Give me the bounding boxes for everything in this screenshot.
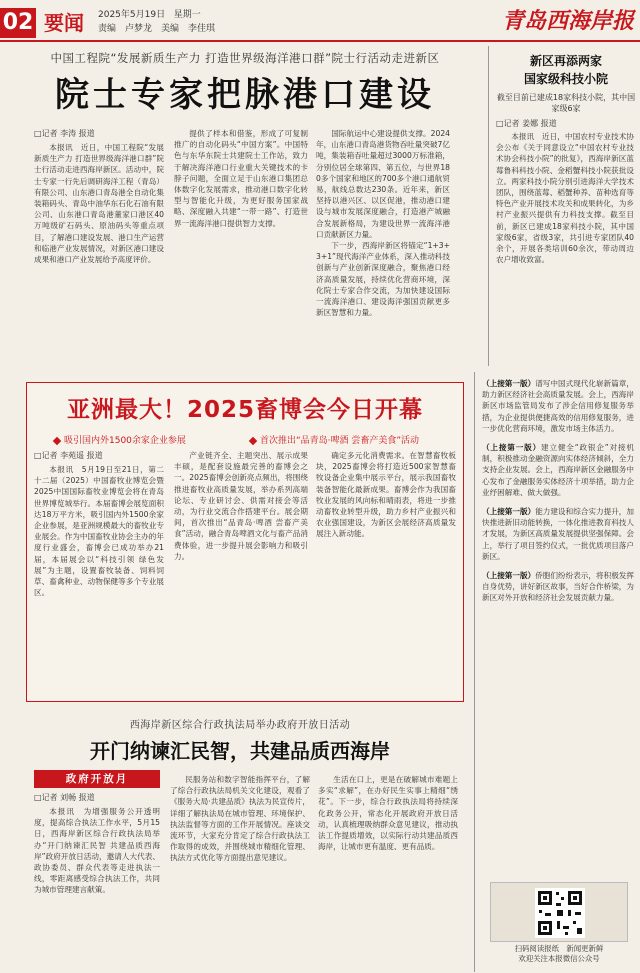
story3-col2: 民服务站和数字智能指挥平台，了解了综合行政执法局机关文化建设，观看了《服务大局·共建品质》执法为民宣传片，详细了解执法局在城市管理、环境保护、执法监督等方面的工作开展情况。座谈交流环节，大家充分肯定了综合行政执法工作取得的成效，并围绕城市精细化管理、执法方式优化等方面提出意见建议。	[170, 775, 310, 863]
story1-col2: 提供了样本和借鉴，形成了可复制推广的自动化码头“中国方案”。中国特色与东华东院士共建院士工作站，致力于解决海洋港口行业重大关键技术的卡脖子问题，全面立足于山东港口集团总体数字化发展需求，推动港口数字化转型与智能化升级，为更好服务国家战略、深度融入共建“一带一路”、打造世界一流海洋港口提供智力支撑。	[174, 129, 308, 228]
continuation-item: （上接第一版）能力建设和综合实力提升，加快推进新旧动能转换，一体化推进教育科技人才发展，为新区高质量发展提供坚强保障。会上，举行了项目签约仪式，一批优质项目落户新区。	[482, 507, 634, 561]
story3-badge: 政府开放月	[34, 770, 160, 788]
story2-col2: 产业链齐全、主题突出、展示成果丰硕，是配套设施最完善的畜博会之一。2025畜博会创新亮点频出，将围绕推进畜牧业高质量发展，举办系列高端论坛、专业研讨会、供需对接会等活动，为行业交流合作搭建平台。展会期间，首次推出“品青岛·啤酒 尝畜产美食”活动，融合青岛啤酒文化与畜产品消费体验，进一步提升展会影响力和吸引力。	[174, 451, 308, 561]
header-date	[98, 8, 201, 22]
header-credits: 责编 卢梦龙 美编 李佳琪	[98, 24, 216, 34]
continuation-item: （上接第一版）谱写中国式现代化崭新篇章，助力新区经济社会高质量发展。会上，西海岸新区市场监管局发布了涉企信用修复服务举措，为企业提供便捷高效的信用修复服务，进一步优化营商环境，激发市场主体活力。	[482, 379, 634, 433]
story1-col1: 本报讯 近日，中国工程院“发展新质生产力 打造世界级海洋港口群”院士行活动走进西海岸新区。活动中，院士专家一行先后调研海洋工程（青岛）有限公司、山东港口青岛港全自动化集装箱码头、青岛中油华东石化石油有限公司、山东港口青岛港董家口港区40万吨级矿石码头、原油码头等重点项目，了解港口建设发展、港口生产运营和临港产业发展情况，对新区港口建设成果和港口产业发展给予高度评价。	[34, 143, 164, 265]
story2-headline[interactable]: 亚洲最大！2025畜博会今日开幕	[66, 397, 423, 423]
qr-code-box[interactable]	[490, 882, 628, 942]
qr-code-icon	[535, 888, 585, 938]
story1-col3: 国际航运中心建设提供支撑。2024年，山东港口青岛港货物吞吐量突破7亿吨，集装箱吞吐量超过3000万标准箱，分别位居全球第四、第五位，与世界180多个国家和地区的700多个港口通航贸易，航线总数达230条。近年来，新区坚持以港兴区、以区促港，推动港口建设与城市发展深度融合，打造港产城融合发展新格局，为建设世界一流海洋港口贡献新区力量。 下一步，西海岸新区将锚定“1+3+3+1”现代海洋产业体系，深入推动科技创新与产业创新深度融合，聚焦港口经济高质量发展，持续优化营商环境，深化院士专家合作交流，为加快建设国际一流海洋港口、建设海洋强国贡献更多新区智慧和力量。	[316, 129, 450, 318]
sidebar2-continuations	[482, 378, 634, 878]
header-date-text: 2025年5月19日	[98, 10, 166, 20]
sidebar1-byline: □记者 姜娜 报道	[496, 119, 557, 128]
masthead-logo: 青岛西海岸报	[501, 8, 634, 34]
column-divider-lower	[474, 372, 475, 972]
page-number: 02	[0, 8, 36, 38]
header-rule	[0, 40, 640, 42]
sidebar1-title-line2: 国家级科技小院	[523, 72, 608, 86]
sidebar1-title-line1: 新区再添两家	[529, 54, 602, 68]
story1-headline[interactable]: 院士专家把脉港口建设	[55, 75, 435, 115]
story2-bullet1-text: 吸引国内外1500余家企业参展	[64, 436, 186, 446]
story3-col3: 生活在口上，更是在破解城市难题上多实“求解”，在办好民生实事上精细“绣花”。下一步，综合行政执法局将持续深化政务公开，常态化开展政府开放日活动，认真梳理吸纳群众意见建议，推动执法工作提质增效，以实际行动共建品质西海岸，让城市更有温度、更有品质。	[318, 775, 458, 852]
column-divider	[488, 46, 489, 366]
qr-caption: 扫码阅读报纸 新闻更新鲜 欢迎关注本报微信公众号	[514, 944, 604, 963]
story1-kicker: 中国工程院“发展新质生产力 打造世界级海洋港口群”院士行活动走进新区	[50, 51, 440, 65]
diamond-bullet-icon	[53, 436, 61, 444]
story1-byline: □记者 李涛 报道	[34, 129, 95, 138]
story3-col1: 本报讯 为增强服务公开透明度，提高综合执法工作水平，5月15日，西海岸新区综合行政执法局举办“开门纳谏汇民智 共建品质西海岸”政府开放日活动，邀请人大代表、政协委员、群众代表等走进执法一线，零距离感受综合执法工作，共同为城市管理建言献策。	[34, 807, 160, 895]
story2-byline: □记者 李苑遥 报道	[34, 451, 103, 460]
diamond-bullet-icon	[249, 436, 257, 444]
header-weekday: 星期一	[173, 10, 201, 20]
story3-kicker: 西海岸新区综合行政执法局举办政府开放日活动	[129, 720, 351, 731]
story3-headline[interactable]: 开门纳谏汇民智，共建品质西海岸	[90, 739, 390, 763]
story2-col1: 本报讯 5月19日至21日，第二十二届（2025）中国畜牧业博览会暨2025中国国际畜牧业博览会将在青岛世界博览城举行。本届畜博会展览面积达18万平方米，吸引国内外1500余家企业参展，是亚洲规模最大的畜牧业专业展会。作为中国畜牧业协会主办的年度行业盛会，畜博会已成功举办21届，本届展会以“科技引领 绿色发展”为主题，设置畜牧装备、饲料饲草、畜禽种业、动物保健等多个专业展区。	[34, 465, 164, 598]
section-title: 要闻	[44, 11, 84, 35]
continuation-item: （上接第一版）建立健全“政银企”对接机制，积极推动金融资源向实体经济倾斜，全力支持企业发展。会上，西海岸新区金融服务中心发布了金融服务实体经济十项举措，助力企业纾困解难、做大做强。	[482, 443, 634, 497]
story2-bullet2	[250, 434, 419, 448]
story2-bullet1	[54, 434, 186, 448]
sidebar1-subtitle: 截至目前已建成18家科技小院，其中国家级6家	[496, 93, 636, 113]
continuation-item: （上接第一版）侨胞们纷纷表示，将积极发挥自身优势，讲好新区故事，当好合作桥梁，为新区对外开放和经济社会发展贡献力量。	[482, 571, 634, 603]
sidebar1-text: 本报讯 近日，中国农村专业技术协会公布《关于同意设立“中国农村专业技术协会科技小院”的批复》，西海岸新区蓝莓鲁科科技小院、金稻蟹科技小院获批设立。两家科技小院分别引进海洋大学技术团队，围绕蓝莓、稻蟹种养、苗种选育等特色产业开展技术攻关和成果转化，为乡村产业振兴提供有力科技支撑。截至目前，新区已建成18家科技小院，其中国家级6家，省级3家，共引进专家团队40余个，开展各类培训60余次，带动周边农户增收致富。	[496, 132, 634, 265]
story3-byline: □记者 刘畅 报道	[34, 793, 95, 802]
story2-col3: 确定多元化消费需求。在智慧畜牧板块，2025畜博会将打造近500家智慧畜牧设备企业集中展示平台，展示我国畜牧装备智能化最新成果。畜博会作为我国畜牧业发展的风向标和晴雨表，将进一步推动畜牧业转型升级，助力乡村产业振兴和农业强国建设，为新区会展经济高质量发展注入新动能。	[316, 451, 456, 539]
story2-bullet2-text: 首次推出“品青岛·啤酒 尝畜产美食”活动	[260, 436, 420, 446]
